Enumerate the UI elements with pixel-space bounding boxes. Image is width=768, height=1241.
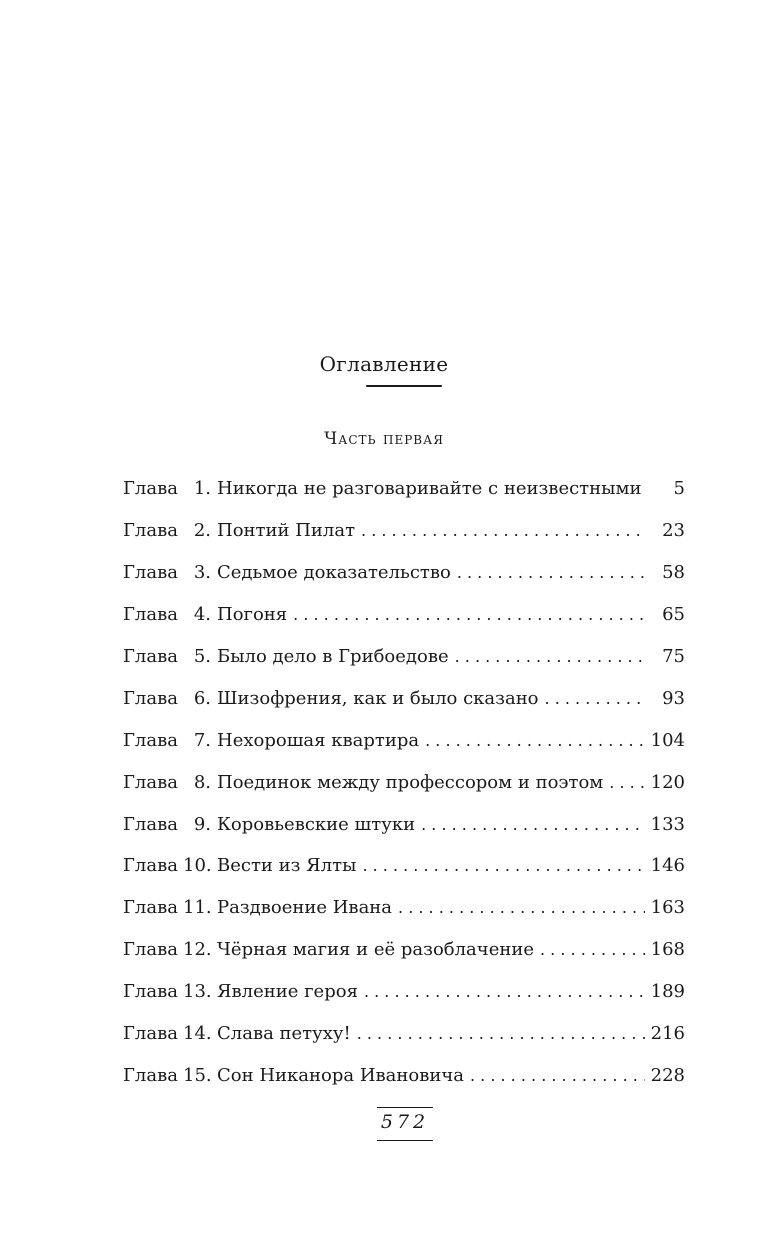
- chapter-number: 3.: [193, 562, 211, 584]
- chapter-word: Глава: [123, 562, 178, 584]
- page-number: 120: [650, 771, 685, 793]
- chapter-number: 6.: [193, 687, 211, 709]
- chapter-word: Глава: [123, 771, 178, 793]
- chapter-number: 1.: [193, 478, 211, 500]
- chapter-title: Было дело в Грибоедове: [217, 646, 449, 667]
- page-number: 163: [650, 897, 685, 919]
- chapter-title: Коровьевские штуки: [217, 813, 416, 835]
- page-number: 58: [662, 562, 685, 584]
- page-number: 104: [650, 729, 685, 751]
- chapter-word: Глава: [123, 604, 178, 626]
- toc-entry[interactable]: [123, 677, 685, 719]
- chapter-number: 10.: [183, 855, 212, 877]
- dot-leader: [609, 773, 645, 792]
- toc-entry[interactable]: [123, 552, 685, 594]
- toc-entry[interactable]: [123, 929, 685, 971]
- chapter-title: Слава петуху!: [217, 1023, 351, 1045]
- chapter-word: Глава: [123, 897, 178, 919]
- dot-leader: [361, 521, 645, 540]
- toc-entry[interactable]: [123, 510, 685, 552]
- chapter-title: Никогда не разговаривайте с неизвестными: [217, 478, 642, 500]
- dot-leader: [362, 856, 645, 875]
- dot-leader: [457, 563, 645, 582]
- chapter-word: Глава: [123, 687, 178, 709]
- page-number: 23: [662, 520, 685, 542]
- folio-rule-bottom: [377, 1140, 433, 1141]
- chapter-word: Глава: [123, 478, 178, 500]
- dot-leader: [545, 689, 645, 708]
- chapter-number: 9.: [193, 813, 211, 835]
- toc-entry[interactable]: [123, 594, 685, 636]
- chapter-title: Сон Никанора Ивановича: [217, 1064, 464, 1086]
- toc-entry[interactable]: [123, 1013, 685, 1055]
- chapter-word: Глава: [123, 729, 178, 751]
- page-number: 168: [650, 939, 685, 961]
- page-number: 65: [662, 604, 685, 626]
- chapter-number: 5.: [193, 646, 211, 667]
- chapter-title: Чёрная магия и её разоблачение: [217, 939, 534, 961]
- dot-leader: [398, 898, 645, 917]
- dot-leader: [425, 731, 645, 750]
- toc-entry[interactable]: [123, 468, 685, 510]
- dot-leader: [421, 815, 645, 834]
- page-number: 189: [650, 981, 685, 1003]
- dot-leader: [364, 982, 645, 1001]
- toc-entry[interactable]: [123, 887, 685, 929]
- page-number: 93: [662, 687, 685, 709]
- chapter-number: 12.: [183, 939, 212, 961]
- title-underline: [366, 385, 442, 387]
- toc-entry[interactable]: [123, 719, 685, 761]
- toc-entry[interactable]: [123, 1054, 685, 1096]
- chapter-word: Глава: [123, 1023, 178, 1045]
- chapter-title: Шизофрения, как и было сказано: [217, 687, 539, 709]
- page-number: 75: [662, 646, 685, 667]
- chapter-number: 13.: [183, 981, 212, 1003]
- dot-leader: [540, 940, 645, 959]
- part-heading: Часть первая: [324, 429, 444, 449]
- chapter-title: Понтий Пилат: [217, 520, 356, 542]
- chapter-title: Вести из Ялты: [217, 855, 357, 877]
- dot-leader: [293, 605, 645, 624]
- dot-leader: [455, 647, 645, 666]
- toc-entry[interactable]: [123, 636, 685, 678]
- page-number: 228: [650, 1064, 685, 1086]
- chapter-title: Погоня: [217, 604, 288, 626]
- chapter-word: Глава: [123, 646, 178, 667]
- toc-entry[interactable]: [123, 845, 685, 887]
- chapter-word: Глава: [123, 981, 178, 1003]
- page-number: 146: [650, 855, 685, 877]
- chapter-word: Глава: [123, 855, 178, 877]
- folio-rule-top: [377, 1107, 433, 1108]
- chapter-word: Глава: [123, 1064, 178, 1086]
- chapter-word: Глава: [123, 813, 178, 835]
- chapter-number: 8.: [193, 771, 211, 793]
- dot-leader: [470, 1066, 645, 1085]
- chapter-title: Поединок между профессором и поэтом: [217, 771, 604, 793]
- folio-page-number: 572: [380, 1111, 430, 1133]
- chapter-number: 2.: [193, 520, 211, 542]
- chapter-title: Явление героя: [217, 981, 358, 1003]
- chapter-word: Глава: [123, 939, 178, 961]
- chapter-title: Седьмое доказательство: [217, 562, 451, 584]
- toc-entry[interactable]: [123, 803, 685, 845]
- page-title: Оглавление: [319, 352, 449, 376]
- chapter-number: 15.: [183, 1064, 212, 1086]
- toc-entry[interactable]: [123, 761, 685, 803]
- dot-leader: [357, 1024, 645, 1043]
- chapter-number: 11.: [183, 897, 212, 919]
- page-number: 5: [673, 478, 685, 500]
- page-number: 216: [650, 1023, 685, 1045]
- page-number: 133: [650, 813, 685, 835]
- chapter-title: Нехорошая квартира: [217, 729, 420, 751]
- chapter-word: Глава: [123, 520, 178, 542]
- toc-entry[interactable]: [123, 971, 685, 1013]
- chapter-number: 7.: [193, 729, 211, 751]
- chapter-number: 14.: [183, 1023, 212, 1045]
- table-of-contents: [123, 468, 685, 1096]
- chapter-title: Раздвоение Ивана: [217, 897, 393, 919]
- chapter-number: 4.: [193, 604, 211, 626]
